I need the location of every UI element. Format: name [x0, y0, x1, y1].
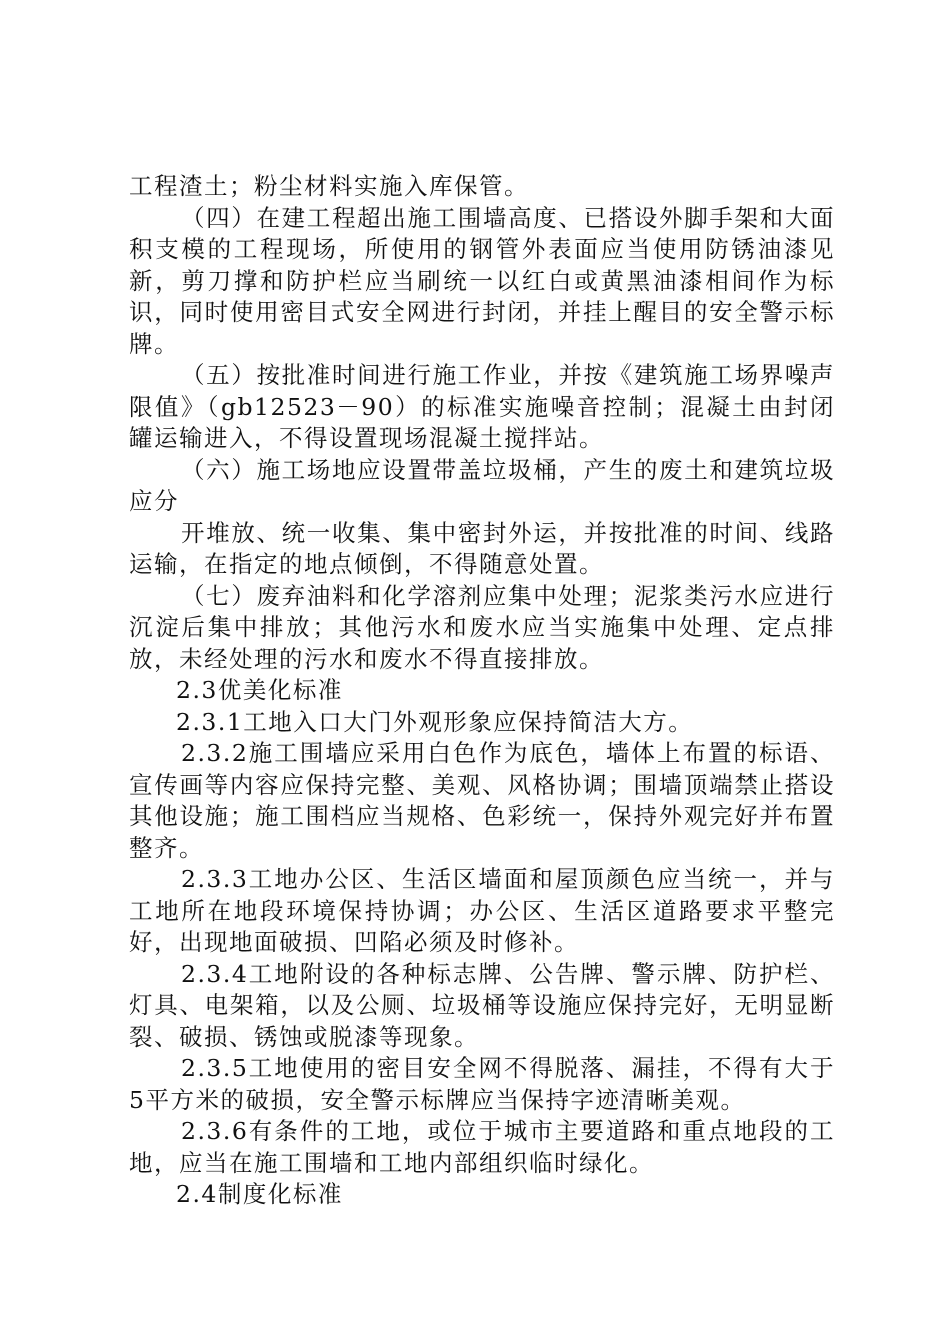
paragraph: 工程渣土；粉尘材料实施入库保管。	[129, 172, 529, 200]
paragraph: 2.3.3工地办公区、生活区墙面和屋顶颜色应当统一，并与工地所在地段环境保持协调；办公区、生活区道路要求平整完好，出现地面破损、凹陷必须及时修补。	[129, 865, 835, 956]
paragraph: 2.3.2施工围墙应采用白色作为底色，墙体上布置的标语、宣传画等内容应保持完整、美观、风格协调；围墙顶端禁止搭设其他设施；施工围档应当规格、色彩统一，保持外观完好并布置整齐。	[129, 739, 835, 862]
section-heading: 2.3优美化标准	[176, 676, 343, 704]
paragraph: 2.3.5工地使用的密目安全网不得脱落、漏挂，不得有大于5平方米的破损，安全警示标牌应当保持字迹清晰美观。	[129, 1054, 835, 1114]
paragraph: （七）废弃油料和化学溶剂应集中处理；泥浆类污水应进行沉淀后集中排放；其他污水和废水应当实施集中处理、定点排放，未经处理的污水和废水不得直接排放。	[129, 581, 835, 673]
paragraph: （六）施工场地应设置带盖垃圾桶，产生的废土和建筑垃圾应分	[129, 455, 835, 515]
paragraph: 2.3.4工地附设的各种标志牌、公告牌、警示牌、防护栏、灯具、电架箱，以及公厕、垃圾桶等设施应保持完好，无明显断裂、破损、锈蚀或脱漆等现象。	[129, 959, 835, 1051]
paragraph: （四）在建工程超出施工围墙高度、已搭设外脚手架和大面积支模的工程现场，所使用的钢管外表面应当使用防锈油漆见新，剪刀撑和防护栏应当刷统一以红白或黄黑油漆相间作为标识，同时使用密目式安全网进行封闭，并挂上醒目的安全警示标牌。	[129, 203, 835, 358]
section-heading: 2.4制度化标准	[176, 1180, 343, 1208]
paragraph: （五）按批准时间进行施工作业，并按《建筑施工场界噪声限值》（gb12523－90）的标准实施噪音控制；混凝土由封闭罐运输进入，不得设置现场混凝土搅拌站。	[129, 361, 835, 452]
document-body	[129, 171, 835, 1211]
paragraph: 2.3.1工地入口大门外观形象应保持简洁大方。	[176, 707, 694, 736]
paragraph: 开堆放、统一收集、集中密封外运，并按批准的时间、线路运输，在指定的地点倾倒，不得随意处置。	[129, 518, 835, 578]
paragraph: 2.3.6有条件的工地，或位于城市主要道路和重点地段的工地，应当在施工围墙和工地内部组织临时绿化。	[129, 1117, 835, 1177]
